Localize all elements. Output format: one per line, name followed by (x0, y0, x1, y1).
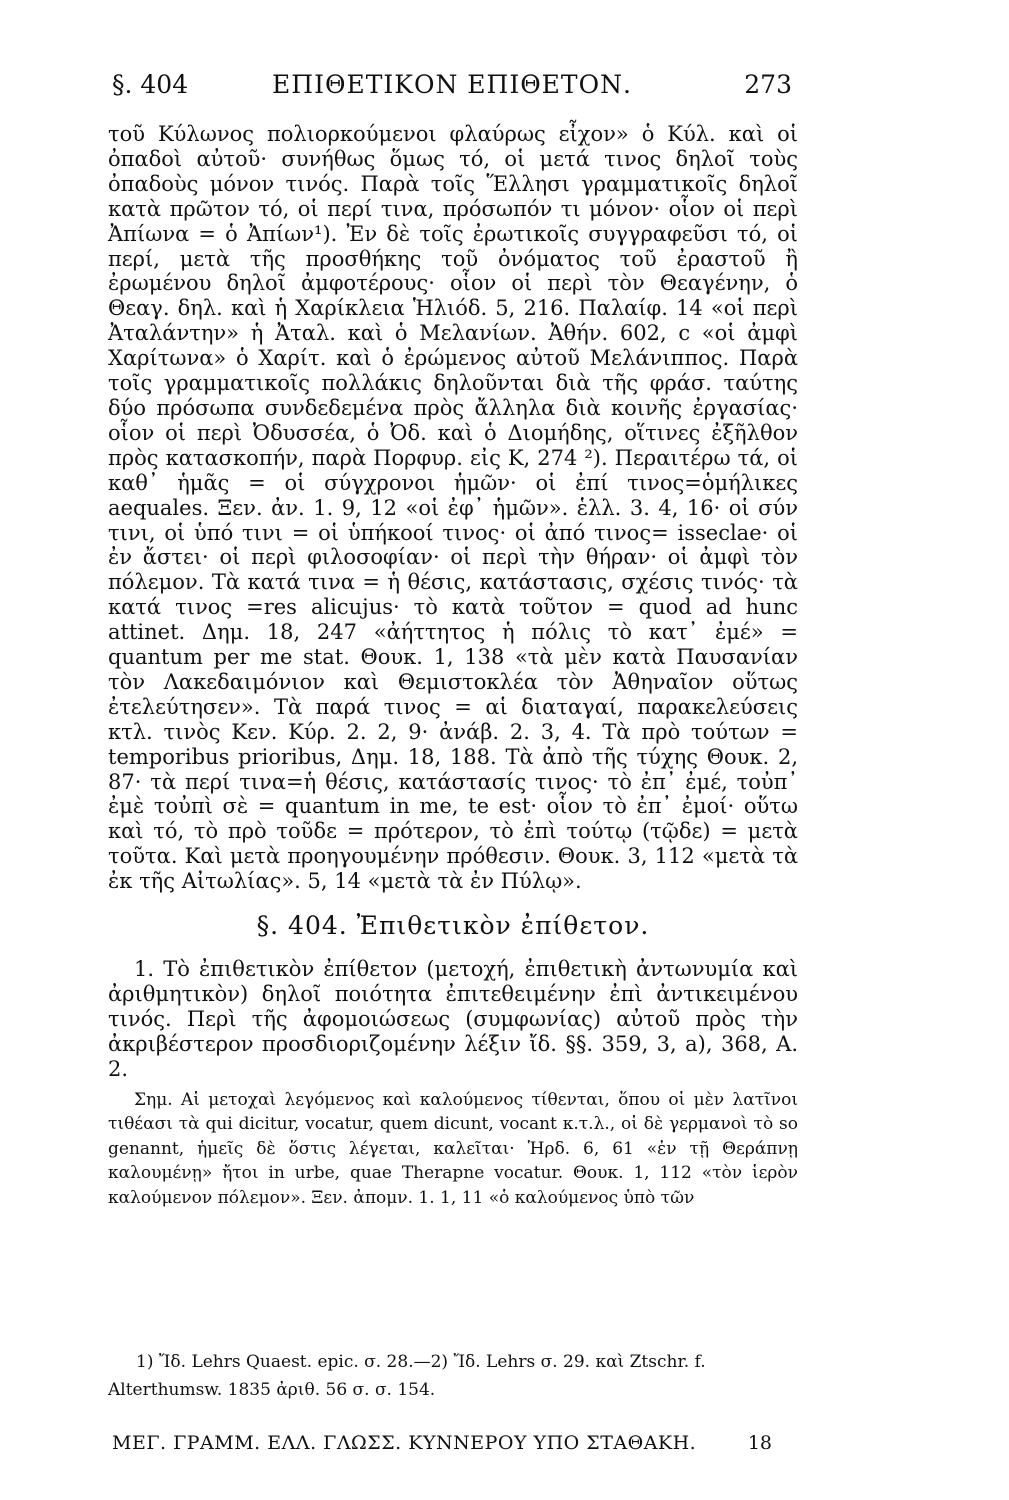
running-title: ΕΠΙΘΕΤΙΚΟΝ ΕΠΙΘΕΤΟΝ. (272, 70, 632, 99)
header-section-ref: §. 404 (112, 70, 189, 99)
note-paragraph: Σημ. Αἱ μετοχαὶ λεγόμενος καὶ καλούμενος τίθενται, ὅπου οἱ μὲν λατῖνοι τιθέασι τὰ qui dicitur, vocatur, quem dicunt, vocant κ.τ.λ., οἱ δὲ γερμανοὶ τὸ so genannt, ἡμεῖς δὲ ὅστις λέγεται, καλεῖται· Ἡρδ. 6, 61 «ἐν τῇ Θεράπνῃ καλουμένῃ» ἤτοι in urbe, quae Therapne vocatur. Θουκ. 1, 112 «τὸν ἱερὸν καλούμενον πόλεμον». Ξεν. ἀπομν. 1. 1, 11 «ὁ καλούμενος ὑπὸ τῶν (108, 1089, 798, 1208)
page-body (108, 122, 798, 1210)
page-number: 273 (744, 70, 792, 99)
footnote: 1) Ἴδ. Lehrs Quaest. epic. σ. 28.—2) Ἴδ. Lehrs σ. 29. καὶ Ztschr. f. Alterthumsw. 1835 ἀριθ. 56 σ. σ. 154. (108, 1352, 706, 1400)
paragraph-1: 1. Τὸ ἐπιθετικὸν ἐπίθετον (μετοχή, ἐπιθετικὴ ἀντωνυμία καὶ ἀριθμητικὸν) δηλοῖ ποιότητα ἐπιτεθειμένην ἐπὶ ἀντικειμένου τινός. Περὶ τῆς ἀφομοιώσεως (συμφωνίας) αὐτοῦ πρὸς τὴν ἀκριβέστερον προσδιοριζομένην λέξιν ἴδ. §§. 359, 3, a), 368, A. 2. (108, 957, 798, 1081)
continuation-paragraph: τοῦ Κύλωνος πολιορκούμενοι φλαύρως εἶχον» ὁ Κύλ. καὶ οἱ ὀπαδοὶ αὐτοῦ· συνήθως ὅμως τό, οἱ μετά τινος δηλοῖ τοὺς ὀπαδοὺς μόνον τινός. Παρὰ τοῖς Ἕλλησι γραμματικοῖς δηλοῖ κατὰ πρῶτον τό, οἱ περί τινα, πρόσωπόν τι μόνον· οἷον οἱ περὶ Ἀπίωνα = ὁ Ἀπίων¹). Ἐν δὲ τοῖς ἐρωτικοῖς συγγραφεῦσι τό, οἱ περί, μετὰ τῆς προσθήκης τοῦ ὀνόματος τοῦ ἐραστοῦ ἢ ἐρωμένου δηλοῖ ἀμφοτέρους· οἷον οἱ περὶ τὸν Θεαγένην, ὁ Θεαγ. δηλ. καὶ ἡ Χαρίκλεια Ἡλιόδ. 5, 216. Παλαίφ. 14 «οἱ περὶ Ἀταλάντην» ἡ Ἀταλ. καὶ ὁ Μελανίων. Ἀθήν. 602, c «οἱ ἀμφὶ Χαρίτωνα» ὁ Χαρίτ. καὶ ὁ ἐρώμενος αὐτοῦ Μελάνιππος. Παρὰ τοῖς γραμματικοῖς πολλάκις δηλοῦνται διὰ τῆς φράσ. ταύτης δύο πρόσωπα συνδεδεμένα πρὸς ἄλληλα διὰ κοινῆς ἐργασίας· οἷον οἱ περὶ Ὀδυσσέα, ὁ Ὀδ. καὶ ὁ Διομήδης, οἵτινες ἐξῆλθον πρὸς κατασκοπήν, παρὰ Πορφυρ. εἰς Κ, 274 ²). Περαιτέρω τά, οἱ καθ᾽ ἡμᾶς = οἱ σύγχρονοι ἡμῶν· οἱ ἐπί τινος=ὁμήλικες aequales. Ξεν. ἀν. 1. 9, 12 «οἱ ἐφ᾽ ἡμῶν». ἑλλ. 3. 4, 16· οἱ σύν τινι, οἱ ὑπό τινι = οἱ ὑπήκοοί τινος· οἱ ἀπό τινος= isseclae· οἱ ἐν ἄστει· οἱ περὶ φιλοσοφίαν· οἱ περὶ τὴν θήραν· οἱ ἀμφὶ τὸν πόλεμον. Τὰ κατά τινα = ἡ θέσις, κατάστασις, σχέσις τινός· τὰ κατά τινος =res alicujus· τὸ κατὰ τοῦτον = quod ad hunc attinet. Δημ. 18, 247 «ἀήττητος ἡ πόλις τὸ κατ᾽ ἐμέ» = quantum per me stat. Θουκ. 1, 138 «τὰ μὲν κατὰ Παυσανίαν τὸν Λακεδαιμόνιον καὶ Θεμιστοκλέα τὸν Ἀθηναῖον οὕτως ἐτελεύτησεν». Τὰ παρά τινος = αἱ διαταγαί, παρακελεύσεις κτλ. τινὸς Κεν. Κύρ. 2. 2, 9· ἀνάβ. 2. 3, 4. Τὰ πρὸ τούτων = temporibus prioribus, Δημ. 18, 188. Τὰ ἀπὸ τῆς τύχης Θουκ. 2, 87· τὰ περί τινα=ἡ θέσις, κατάστασίς τινος· τὸ ἐπ᾽ ἐμέ, τοὐπ᾽ ἐμὲ τοὐπὶ σὲ = quantum in me, te est· οἷον τὸ ἐπ᾽ ἐμοί· οὕτω καὶ τό, τὸ πρὸ τοῦδε = πρότερον, τὸ ἐπὶ τούτῳ (τῷδε) = μετὰ τοῦτα. Καὶ μετὰ προηγουμένην πρόθεσιν. Θουκ. 3, 112 «μετὰ τὰ ἐκ τῆς Αἰτωλίας». 5, 14 «μετὰ τὰ ἐν Πύλῳ». (108, 122, 798, 894)
signature-text: ΜΕΓ. ΓΡΑΜΜ. ΕΛΛ. ΓΛΩΣΣ. ΚΥΝΝΕΡΟΥ ΥΠΟ ΣΤΑΘΑΚΗ. (112, 1432, 697, 1454)
note-block (108, 1088, 798, 1211)
footnotes (108, 1348, 798, 1404)
section-heading: §. 404. Ἐπιθετικὸν ἐπίθετον. (256, 911, 650, 941)
printer-signature (112, 1432, 772, 1462)
signature-mark: 18 (747, 1432, 772, 1454)
page-header (112, 70, 792, 110)
